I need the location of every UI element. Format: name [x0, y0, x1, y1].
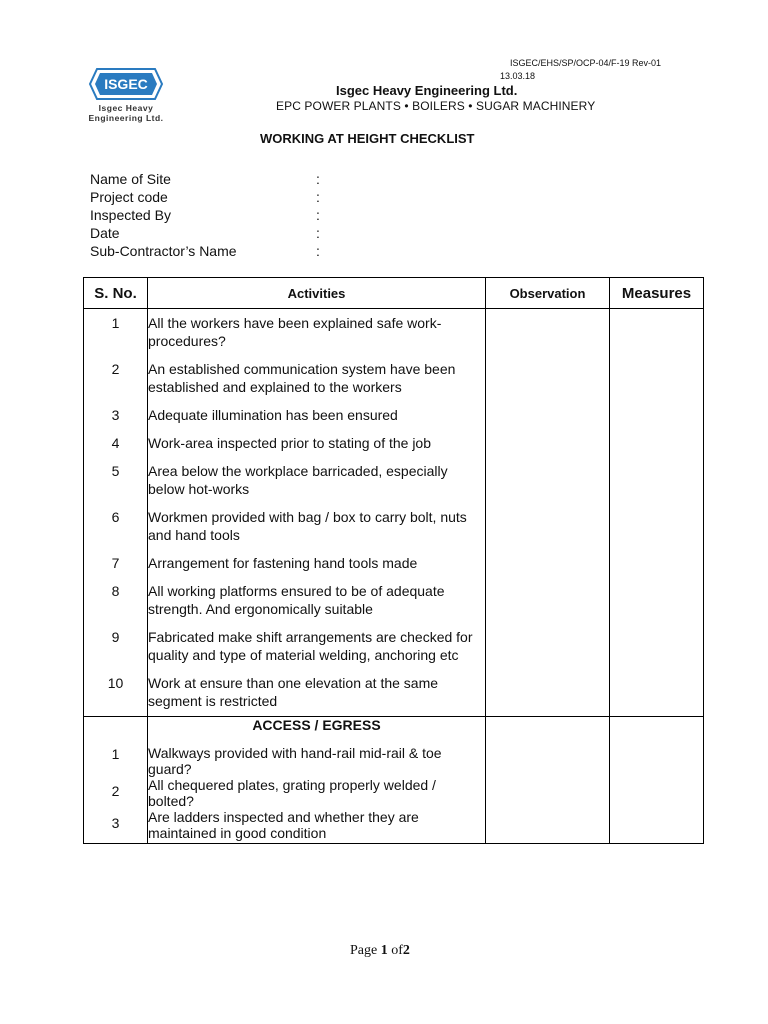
- measures-cell[interactable]: [610, 309, 704, 357]
- row-number: 1: [84, 733, 148, 777]
- row-activity: Work at ensure than one elevation at the same segment is restricted: [148, 670, 486, 717]
- row-activity: Are ladders inspected and whether they are maintained in good condition: [148, 809, 486, 844]
- row-number: 2: [84, 777, 148, 809]
- company-tagline: EPC POWER PLANTS • BOILERS • SUGAR MACHINERY: [276, 99, 596, 113]
- row-activity: Adequate illumination has been ensured: [148, 402, 486, 430]
- company-name: Isgec Heavy Engineering Ltd.: [336, 83, 518, 98]
- observation-cell[interactable]: [486, 733, 610, 777]
- row-activity: Arrangement for fastening hand tools made: [148, 550, 486, 578]
- table-row: [84, 458, 704, 504]
- row-number: 5: [84, 458, 148, 504]
- info-separator: :: [316, 189, 320, 205]
- of-label: of: [391, 943, 403, 958]
- table-row: [84, 777, 704, 809]
- measures-cell[interactable]: [610, 504, 704, 550]
- row-activity: Work-area inspected prior to stating of the job: [148, 430, 486, 458]
- row-number: 9: [84, 624, 148, 670]
- info-separator: :: [316, 225, 320, 241]
- svg-text:ISGEC: ISGEC: [104, 76, 148, 92]
- row-activity: All the workers have been explained safe work-procedures?: [148, 309, 486, 357]
- document-title: WORKING AT HEIGHT CHECKLIST: [260, 131, 475, 146]
- info-row-date: [90, 225, 350, 243]
- svg-text:Engineering Ltd.: Engineering Ltd.: [88, 113, 164, 123]
- row-number: 4: [84, 430, 148, 458]
- table-row: [84, 309, 704, 357]
- measures-cell[interactable]: [610, 733, 704, 777]
- observation-cell[interactable]: [486, 670, 610, 717]
- measures-cell[interactable]: [610, 550, 704, 578]
- observation-cell[interactable]: [486, 309, 610, 357]
- measures-cell[interactable]: [610, 578, 704, 624]
- table-row: [84, 809, 704, 844]
- row-number: 2: [84, 356, 148, 402]
- header-observation: Observation: [486, 278, 610, 309]
- section-empty-cell: [84, 717, 148, 734]
- measures-cell[interactable]: [610, 458, 704, 504]
- row-number: 10: [84, 670, 148, 717]
- row-activity: All working platforms ensured to be of adequate strength. And ergonomically suitable: [148, 578, 486, 624]
- row-activity: Walkways provided with hand-rail mid-rail & toe guard?: [148, 733, 486, 777]
- info-label: Sub-Contractor’s Name: [90, 243, 237, 259]
- isgec-logo-icon: [80, 65, 186, 123]
- header-activities: Activities: [148, 278, 486, 309]
- observation-cell[interactable]: [486, 430, 610, 458]
- svg-text:Isgec Heavy: Isgec Heavy: [98, 103, 154, 113]
- row-number: 7: [84, 550, 148, 578]
- row-number: 3: [84, 402, 148, 430]
- document-date: 13.03.18: [500, 71, 536, 81]
- info-separator: :: [316, 207, 320, 223]
- info-row-inspected-by: [90, 207, 350, 225]
- header-measures: Measures: [610, 278, 704, 309]
- table-header-row: [84, 278, 704, 309]
- observation-cell[interactable]: [486, 624, 610, 670]
- table-row: [84, 670, 704, 717]
- page-number: 1: [380, 943, 388, 958]
- info-separator: :: [316, 243, 320, 259]
- document-code: ISGEC/EHS/SP/OCP-04/F-19 Rev-01: [510, 58, 662, 68]
- company-logo: [80, 65, 186, 123]
- table-row: [84, 624, 704, 670]
- row-number: 8: [84, 578, 148, 624]
- row-activity: All chequered plates, grating properly welded / bolted?: [148, 777, 486, 809]
- observation-cell[interactable]: [486, 809, 610, 844]
- row-activity: Workmen provided with bag / box to carry bolt, nuts and hand tools: [148, 504, 486, 550]
- page-label: Page: [350, 943, 378, 958]
- info-label: Project code: [90, 189, 168, 205]
- observation-cell[interactable]: [486, 402, 610, 430]
- table-row: [84, 733, 704, 777]
- row-number: 6: [84, 504, 148, 550]
- observation-cell[interactable]: [486, 578, 610, 624]
- info-label: Date: [90, 225, 120, 241]
- row-number: 3: [84, 809, 148, 844]
- measures-cell[interactable]: [610, 430, 704, 458]
- checklist-table-wrapper: [83, 277, 704, 844]
- info-row-subcontractor: [90, 243, 350, 261]
- observation-cell[interactable]: [486, 356, 610, 402]
- section-title-access-egress: ACCESS / EGRESS: [148, 717, 486, 734]
- page-total: 2: [402, 943, 410, 958]
- table-row: [84, 578, 704, 624]
- measures-cell[interactable]: [610, 624, 704, 670]
- info-separator: :: [316, 171, 320, 187]
- measures-cell[interactable]: [610, 809, 704, 844]
- info-row-site: [90, 171, 350, 189]
- section-header-row: [84, 717, 704, 734]
- measures-cell[interactable]: [610, 670, 704, 717]
- info-row-project-code: [90, 189, 350, 207]
- row-activity: Area below the workplace barricaded, especially below hot-works: [148, 458, 486, 504]
- observation-cell[interactable]: [486, 550, 610, 578]
- row-number: 1: [84, 309, 148, 357]
- row-activity: An established communication system have been established and explained to the workers: [148, 356, 486, 402]
- header-sno: S. No.: [84, 278, 148, 309]
- observation-cell[interactable]: [486, 458, 610, 504]
- checklist-table: [83, 277, 704, 844]
- info-label: Inspected By: [90, 207, 171, 223]
- measures-cell[interactable]: [610, 402, 704, 430]
- table-row: [84, 402, 704, 430]
- measures-cell[interactable]: [610, 717, 704, 734]
- observation-cell[interactable]: [486, 504, 610, 550]
- table-row: [84, 550, 704, 578]
- row-activity: Fabricated make shift arrangements are checked for quality and type of material welding, anchoring etc: [148, 624, 486, 670]
- table-row: [84, 356, 704, 402]
- info-label: Name of Site: [90, 171, 171, 187]
- table-row: [84, 430, 704, 458]
- table-row: [84, 504, 704, 550]
- measures-cell[interactable]: [610, 777, 704, 809]
- page-indicator: [350, 943, 410, 959]
- observation-cell[interactable]: [486, 717, 610, 734]
- measures-cell[interactable]: [610, 356, 704, 402]
- observation-cell[interactable]: [486, 777, 610, 809]
